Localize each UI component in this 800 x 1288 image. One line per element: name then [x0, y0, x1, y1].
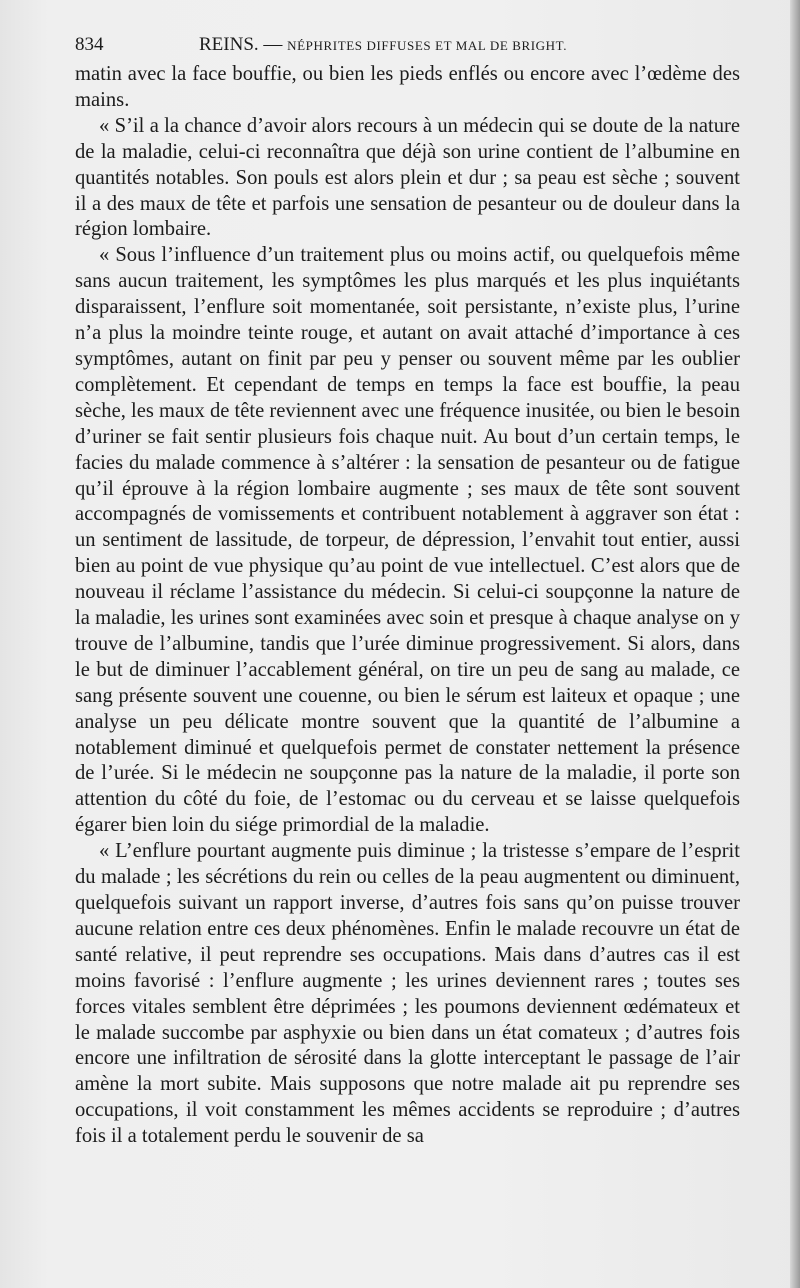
- running-head: [199, 32, 567, 59]
- running-head-main: REINS. —: [199, 34, 283, 55]
- page-header: [75, 32, 740, 58]
- body-text: [75, 62, 740, 1150]
- page-edge: [790, 0, 800, 1288]
- running-head-sub: NÉPHRITES DIFFUSES ET MAL DE BRIGHT.: [287, 38, 568, 53]
- paragraph-4: « L’enflure pourtant augmente puis diminue ; la tristesse s’empare de l’esprit du malade ; les sécrétions du rein ou celles de la peau augmentent ou diminuent, quelquefois suivant un rapport inverse, d’autres fois sans qu’on puisse trouver aucune relation entre ces deux phénomènes. Enfin le malade recouvre un état de santé relative, il peut reprendre ses occupations. Mais dans d’autres cas il est moins favorisé : l’enflure augmente ; les urines deviennent rares ; toutes ses forces vitales semblent être déprimées ; les poumons deviennent œdémateux et le malade succombe par asphyxie ou bien dans un état comateux ; d’autres fois encore une infiltration de sérosité dans la glotte interceptant le passage de l’air amène la mort subite. Mais supposons que notre malade ait pu reprendre ses occupations, il voit constamment les mêmes accidents se reproduire ; d’autres fois il a totalement perdu le souvenir de sa: [75, 840, 740, 1148]
- paragraph-2: « S’il a la chance d’avoir alors recours à un médecin qui se doute de la nature de la maladie, celui-ci reconnaîtra que déjà son urine contient de l’albumine en quantités notables. Son pouls est alors plein et dur ; sa peau est sèche ; souvent il a des maux de tête et parfois une sensation de pesanteur ou de douleur dans la région lombaire.: [75, 114, 740, 241]
- page-number: 834: [75, 34, 104, 55]
- paragraph-3: « Sous l’influence d’un traitement plus ou moins actif, ou quelquefois même sans aucun traitement, les symptômes les plus marqués et les plus inquiétants disparaissent, l’enflure soit momentanée, soit persistante, n’existe plus, l’urine n’a plus la moindre teinte rouge, et autant on avait attaché d’importance à ces symptômes, autant on finit par peu y penser ou souvent même par les oublier complètement. Et cependant de temps en temps la face est bouffie, la peau sèche, les maux de tête reviennent avec une fréquence inusitée, ou bien le besoin d’uriner se fait sentir plusieurs fois chaque nuit. Au bout d’un certain temps, le facies du malade commence à s’altérer : la sensation de pesanteur ou de fatigue qu’il éprouve à la région lombaire augmente ; ses maux de tête sont souvent accompagnés de vomissements et contribuent notablement à aggraver son état : un sentiment de lassitude, de torpeur, de dépression, l’envahit tout entier, aussi bien au point de vue physique qu’au point de vue intellectuel. C’est alors que de nouveau il réclame l’assistance du médecin. Si celui-ci soupçonne la nature de la maladie, les urines sont examinées avec soin et presque à chaque analyse on y trouve de l’albumine, tandis que l’urée diminue progressivement. Si alors, dans le but de diminuer l’accablement général, on tire un peu de sang au malade, ce sang présente souvent une couenne, ou bien le sérum est laiteux et opaque ; une analyse un peu délicate montre souvent que la quantité de l’albumine a notablement diminué et quelquefois permet de constater nettement la présence de l’urée. Si le médecin ne soupçonne pas la nature de la maladie, il porte son attention du côté du foie, de l’estomac ou du cerveau et se laisse quelquefois égarer bien loin du siége primordial de la maladie.: [75, 244, 741, 837]
- paragraph-1: matin avec la face bouffie, ou bien les pieds enflés ou encore avec l’œdème des mains.: [75, 63, 740, 111]
